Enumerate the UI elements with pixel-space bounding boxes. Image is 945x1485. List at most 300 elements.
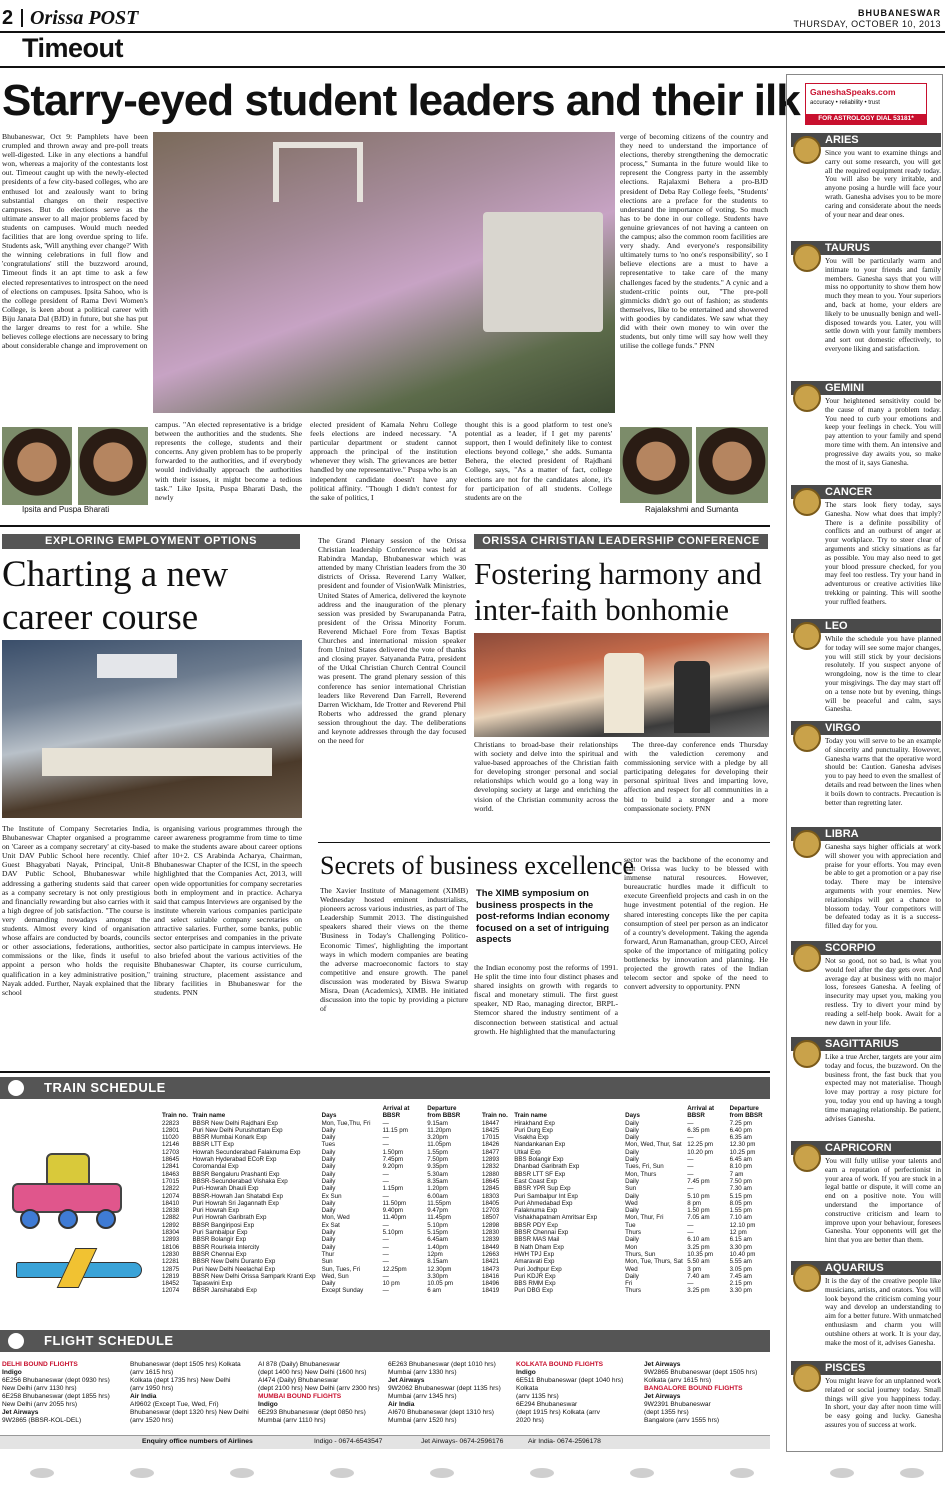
train-name: Puri Sambalpur Int Exp: [514, 1192, 578, 1200]
train-name: BBS Bolangir Exp: [514, 1156, 564, 1164]
zodiac-sign-virgo: [791, 721, 941, 823]
train-row: [480, 1222, 770, 1229]
train-row: [160, 1244, 470, 1251]
train-days: Daily: [321, 1229, 336, 1237]
zodiac-forecast: Like a true Archer, targets are your aim today and focus, the buzzword. On the business front, the fast buck that you expected may not materialise. Though love may portray a rosy picture for you, today you end up having a tough time managing relationship. Be patient, advises Ganesha.: [825, 1052, 941, 1123]
train-days: Thurs: [625, 1229, 641, 1237]
train-row: [160, 1163, 470, 1170]
train-row: [480, 1185, 770, 1192]
train-name: BBSR Chennai Exp: [192, 1250, 247, 1258]
flight-line: 2020 hrs): [516, 1417, 544, 1424]
train-days: Wed: [625, 1199, 638, 1207]
train-number: 17015: [162, 1177, 180, 1185]
train-name: BBS RMM Exp: [514, 1280, 556, 1288]
bottom-dot: [630, 1468, 654, 1478]
train-name: Hirakhand Exp: [514, 1119, 555, 1127]
train-number: 12839: [482, 1236, 500, 1244]
flight-line: (dept 1400 hrs) New Delhi (1600 hrs): [258, 1369, 367, 1376]
train-days: Daily: [321, 1126, 336, 1134]
flight-line: Bhubaneswar (dept 1320 hrs) New Delhi: [130, 1409, 249, 1416]
zodiac-name: CANCER: [791, 485, 941, 499]
astro-dial: FOR ASTROLOGY DIAL 53181*: [806, 114, 926, 124]
train-row: [480, 1266, 770, 1273]
aquarius-icon: [793, 1264, 821, 1292]
lead-photo-students: [153, 132, 615, 413]
train-name: BBSR LTT SF Exp: [514, 1170, 566, 1178]
train-row: [480, 1236, 770, 1243]
train-number: 12830: [162, 1250, 180, 1258]
train-arrival: 12.25 pm: [687, 1141, 714, 1149]
train-departure: 1.55 pm: [729, 1207, 752, 1215]
train-departure: 7.30 am: [729, 1185, 752, 1193]
col-days: Days: [625, 1112, 640, 1120]
flight-line: New Delhi (arrv 1130 hrs): [2, 1385, 77, 1392]
train-name: Puri Durg Exp: [514, 1126, 553, 1134]
photo-table: [42, 748, 272, 776]
bottom-dot: [830, 1468, 854, 1478]
train-arrival: —: [382, 1272, 389, 1280]
zodiac-name: AQUARIUS: [791, 1261, 941, 1275]
train-row: [480, 1287, 770, 1294]
train-departure: 3.05 pm: [729, 1265, 752, 1273]
train-departure: 11.55pm: [427, 1199, 451, 1207]
train-number: 18645: [482, 1177, 500, 1185]
zodiac-sign-sagittarius: [791, 1037, 941, 1137]
flight-line: 9W2062 Bhubaneswar (dept 1135 hrs): [388, 1385, 501, 1392]
train-departure: 7.45 am: [729, 1272, 752, 1280]
train-table-left: [160, 1105, 470, 1295]
train-days: Ex Sun: [321, 1192, 342, 1200]
train-number: 18473: [482, 1265, 500, 1273]
train-arrival: 5.10 pm: [687, 1192, 710, 1200]
train-row: [480, 1258, 770, 1265]
train-arrival: 12.25pm: [382, 1265, 407, 1273]
train-arrival: 8 pm: [687, 1199, 702, 1207]
christian-colleft-text: The Grand Plenary session of the Orissa Christian leadership Conference was held at Rabindra Mandap, Bhubaneswar which was attended by many Christian leaders from the 30 districts of Orissa. Reverend Larry Walker, president and founder of VisionWalk Ministries, United States of America, delivered the keynote address and the inauguration of the plenary session was presided by Swarupananda Patra, president of the Orissa Minority Forum. Reverend Michael Fore from Texas Baptist Churches and international mission speaker from United States delivered the vote of thanks and closing prayer. Satyananda Patra, president of the Utkal Christian Church Central Council was present. The grand plenary session of this conference has senior international Christian leaders like Reverend Dan Farrell, Reverend Darren Wickham, Ide Trotter and Reverend Phil Roberts who addressed the grand plenary session throughout the day. The deliberations and keynote addresses through the day focused on the need for: [318, 536, 466, 746]
col-train-no: Train no.: [482, 1112, 508, 1120]
train-arrival: —: [382, 1287, 389, 1295]
train-arrival: 7.45 pm: [687, 1177, 710, 1185]
flight-line: 6E511 Bhubaneswar (dept 1040 hrs): [516, 1377, 624, 1384]
airline-name: Jet Airways: [388, 1377, 425, 1384]
train-row: [480, 1193, 770, 1200]
train-departure: 9.35pm: [427, 1163, 448, 1171]
zodiac-forecast: Ganesha says higher officials at work will shower you with appreciation and praise for your efforts. You may even be able to get a promotion or a pay rise today. There may be intensive arguments with your enemies. New relationships will get a chance to blossom today. Your competitors will be defeated today as it is a success-filled day for you.: [825, 842, 941, 931]
train-number: 18452: [162, 1280, 180, 1288]
train-departure: 8.10 pm: [729, 1163, 752, 1171]
zodiac-sign-scorpio: [791, 941, 941, 1033]
flight-line: Kolkata: [516, 1385, 538, 1392]
train-row: [480, 1251, 770, 1258]
zodiac-forecast: Your heightened sensitivity could be the cause of many a problem today. You need to curb your emotions and keep your feelings in check. You will pay attention to your family and spend more time with them. An intensive and progressive day awaits you, so make the most of it, says Ganesha.: [825, 396, 941, 467]
train-days: Mon, Tue, Thurs, Sat: [625, 1258, 683, 1266]
train-name: Puri New Delhi Neelachal Exp: [192, 1265, 276, 1273]
train-row: [160, 1171, 470, 1178]
train-days: Mon, Tue,Thu, Fri: [321, 1119, 371, 1127]
train-name: Howrah Hyderabad ECoR Exp: [192, 1156, 277, 1164]
train-days: Daily: [321, 1243, 336, 1251]
train-name: Tapaswini Exp: [192, 1280, 233, 1288]
train-row: [480, 1163, 770, 1170]
col-arrival: Arrival at BBSR: [382, 1105, 410, 1120]
train-wheel-1: [20, 1209, 40, 1229]
train-days: Tues: [321, 1141, 336, 1149]
zodiac-sign-libra: [791, 827, 941, 937]
page-number: 2: [2, 7, 14, 29]
train-arrival: 7.05 am: [687, 1214, 710, 1222]
train-number: 18304: [162, 1229, 180, 1237]
christian-colmid-text: Christians to broad-base their relationships with society and delve into the spiritual and value-based approaches of the Christian faith for developing stronger personal and social relationships which would go a long way in developing society at large and enriching the vision of the Christian community across the world.: [474, 740, 618, 813]
train-row: [480, 1127, 770, 1134]
flight-line: Kolkata (arrv 1615 hrs): [644, 1377, 712, 1384]
train-number: 12146: [162, 1141, 180, 1149]
col-train-name: Train name: [192, 1112, 226, 1120]
christian-column-right: [624, 740, 768, 836]
train-row: [480, 1244, 770, 1251]
train-row: [160, 1280, 470, 1287]
zodiac-forecast: It is the day of the creative people like musicians, artists, and orators. You will look beyond the criticism coming your way and develop an understanding to aim for a better future. With unmatched enthusiasm and charm you will outshine others at work. It is your day, make the most of it, advises Ganesha.: [825, 1276, 941, 1347]
zodiac-sign-capricorn: [791, 1141, 941, 1257]
zodiac-forecast: You will fully utilise your talents and earn a reputation of perfectionist in your area of work. If you are stuck in a legal battle or dispute, it will come an end on a positive note. You will understand the importance of constructive criticism and learn to improve upon your behaviour, foresees Ganesha. Your opponents will get the hint that you are better than them.: [825, 1156, 941, 1245]
train-number: 12832: [482, 1163, 500, 1171]
col-train-no: Train no.: [162, 1112, 188, 1120]
train-name: BBSR Bengaluru Prashanti Exp: [192, 1170, 280, 1178]
airline-name: Jet Airways: [644, 1361, 681, 1368]
train-arrival: 11.15 pm: [382, 1126, 408, 1134]
train-departure: 8.05 pm: [729, 1199, 752, 1207]
photo-guest: [674, 661, 710, 733]
flight-line: (arrv 1520 hrs): [130, 1417, 174, 1424]
flight-column-1: [2, 1361, 127, 1425]
train-row: [480, 1207, 770, 1214]
business-col1-text: The Xavier Institute of Management (XIMB) Wednesday hosted eminent industrialists, pioneers across various industries, as part of The Leadership Summit 2013. The distinguished speakers shared their views on the theme 'Business in Today's Challenging Politico-Economic Times', highlighting the important ways in which modern companies are beating the adverse macroeconomic factors to stay competitive and ensure growth. The panel discussion was moderated by Biswa Swarup Misra, Dean (Academics), XIMB. He initiated discussion into the topic by providing a picture of: [320, 886, 468, 1014]
train-days: Mon, Thur, Fri: [625, 1214, 664, 1222]
train-days: Daily: [625, 1272, 639, 1280]
train-arrival: —: [687, 1280, 694, 1288]
zodiac-sign-pisces: [791, 1361, 941, 1447]
paper-name: Orissa POST: [30, 7, 139, 29]
train-name: BBSR Chennai Exp: [514, 1229, 569, 1237]
train-arrival: 5.50 am: [687, 1258, 710, 1266]
photo-vehicle: [483, 212, 603, 332]
train-number: 17015: [482, 1134, 500, 1142]
train-days: Mon, Wed, Thur, Sat: [625, 1141, 682, 1149]
train-name: Puri Jodhpur Exp: [514, 1265, 562, 1273]
train-departure: 7.50 pm: [729, 1177, 752, 1185]
section-title: Timeout: [22, 33, 124, 63]
lead-bottom-col2-text: campus. "An elected representative is a bridge between the authorities and the students. She represents the college, students and their concerns. Any given problem has to be properly forwarded to the authorities, and if everybody would individually approach the authorities with their issues, it might become a tedious task." Like Ipsita, Puspa Bharati Dash, the newly: [155, 420, 302, 502]
train-departure: 7.10 am: [729, 1214, 752, 1222]
train-days: Daily: [625, 1148, 639, 1156]
train-departure: 8.35am: [427, 1177, 448, 1185]
train-days: Daily: [321, 1207, 336, 1215]
train-arrival: 7.40 am: [687, 1272, 710, 1280]
astro-brand: GaneshaSpeaks.com: [810, 87, 896, 97]
train-departure: 10.05 pm: [427, 1280, 454, 1288]
bottom-dot: [430, 1468, 454, 1478]
airline-name: Jet Airways: [644, 1393, 681, 1400]
train-row: [160, 1185, 470, 1192]
train-illustration: [6, 1153, 126, 1233]
train-departure: 1.55pm: [427, 1148, 448, 1156]
train-name: Dhanbad Garibrath Exp: [514, 1163, 580, 1171]
lead-column-right: [620, 132, 768, 418]
train-name: Vishakhapatnam Amritsar Exp: [514, 1214, 598, 1222]
train-number: 12841: [162, 1163, 180, 1171]
train-days: Thurs, Sun: [625, 1250, 656, 1258]
train-arrival: —: [687, 1156, 694, 1164]
train-name: BBSR-Secunderabad Vishaka Exp: [192, 1177, 288, 1185]
train-departure: 3.20pm: [427, 1134, 448, 1142]
flight-line: 9W2865 (BBSR-KOL-DEL): [2, 1417, 82, 1424]
train-departure: 7.50pm: [427, 1156, 448, 1164]
train-arrival: 5.10pm: [382, 1229, 404, 1237]
train-name: BBSR Janshatabdi Exp: [192, 1287, 257, 1295]
flight-line: (arrv 1135 hrs): [516, 1393, 559, 1400]
train-days: Thurs: [625, 1287, 641, 1295]
train-name: Nandankanan Exp: [514, 1141, 566, 1149]
train-arrival: 10.35 pm: [687, 1250, 714, 1258]
zodiac-forecast: You might leave for an unplanned work related or social journey today. Small things will give you happiness today. In short, your day after noon time will be easy going and lucky. Ganesha assures you of success at work.: [825, 1376, 941, 1429]
train-number: 12875: [162, 1265, 180, 1273]
flight-line: Mumbai (arrv 1520 hrs): [388, 1417, 457, 1424]
train-table-left-body: [160, 1120, 470, 1295]
flight-column-6: [644, 1361, 769, 1425]
astro-ad: [805, 83, 927, 125]
train-number: 18416: [482, 1272, 500, 1280]
train-departure: 8.15am: [427, 1258, 448, 1266]
col-departure: Departure from BBSR: [729, 1105, 763, 1120]
mid-rule: [318, 842, 770, 843]
train-name: BBSR LTT Exp: [192, 1141, 234, 1149]
christian-headline: Fostering harmony and inter-faith bonhomie: [474, 556, 762, 627]
zodiac-name: SCORPIO: [791, 941, 941, 955]
photo-banner: [97, 654, 177, 678]
business-column-3: [624, 855, 768, 1063]
flight-line: AI670 Bhubaneswar (dept 1310 hrs): [388, 1409, 494, 1416]
career-column-1: [2, 824, 150, 1060]
photo-sumanta: [696, 427, 768, 503]
christian-colright-text: The three-day conference ends Thursday with the valediction ceremony and commissioning service with a pledge by all participating delegates for developing their personal spiritual lives and imparting love, affection and respect for all communities in a bid to build a stronger and a more compassionate society. PNN: [624, 740, 768, 813]
bottom-dot: [900, 1468, 924, 1478]
career-col2-text: is organising various programmes through the career awareness programme from time to time to make the students aware about career options after 10+2. CS Arabinda Acharya, Chairman, Bhubaneswar Chapter of the ICSI, in the speech highlighted that the Companies Act, 2013, will open wide opportunities for company secretaries both in employment and in practice. Acharya said that campus Interviews are organised by the institute wherein various companies participate and select suitable company secretaries on attractive salaries. Further, some banks, public sector enterprises and companies in the private sector also participate in campus interviews. He also briefed about the various activities of the Bhubaneswar Chapter, its course curriculum, training structure, placement assistance and library facilities in Bhubaneswar for the students. PNN: [154, 824, 302, 997]
zodiac-name: LIBRA: [791, 827, 941, 841]
train-name: Puri KDJR Exp: [514, 1272, 556, 1280]
train-name: Puri New Delhi Purushottam Exp: [192, 1126, 283, 1134]
leo-icon: [793, 622, 821, 650]
enquiry-airindia: Air India- 0674-2596178: [528, 1438, 601, 1445]
airline-name: Indigo: [516, 1369, 536, 1376]
flight-line: Bhubaneswar (dept 1505 hrs) Kolkata: [130, 1361, 241, 1368]
train-departure: 1.20pm: [427, 1185, 448, 1193]
train-arrival: —: [687, 1221, 694, 1229]
train-row: [480, 1149, 770, 1156]
train-arrival: —: [382, 1119, 389, 1127]
train-arrival: —: [687, 1119, 694, 1127]
bottom-dot: [230, 1468, 254, 1478]
train-number: 12663: [482, 1250, 500, 1258]
train-departure: 12 pm: [729, 1229, 747, 1237]
train-name: Coromandal Exp: [192, 1163, 239, 1171]
bottom-dot: [330, 1468, 354, 1478]
train-name: Puri Howrah Exp: [192, 1207, 239, 1215]
train-number: 12898: [482, 1221, 500, 1229]
zodiac-name: CAPRICORN: [791, 1141, 941, 1155]
train-number: 18507: [482, 1214, 500, 1222]
career-headline: Charting a new career course: [2, 554, 229, 638]
train-name: BBSR Bangiriposi Exp: [192, 1221, 255, 1229]
train-arrival: 1.50 pm: [687, 1207, 710, 1215]
train-arrival: —: [687, 1134, 694, 1142]
train-arrival: 3.25 pm: [687, 1243, 710, 1251]
train-name: Puri Sambalpur Exp: [192, 1229, 248, 1237]
flight-line: 6E293 Bhubaneswar (dept 0850 hrs): [258, 1409, 366, 1416]
train-number: 18477: [482, 1148, 500, 1156]
train-days: Daily: [625, 1134, 639, 1142]
train-row: [160, 1134, 470, 1141]
train-departure: 6.15 am: [729, 1236, 752, 1244]
pisces-icon: [793, 1364, 821, 1392]
train-departure: 6.40 pm: [729, 1126, 752, 1134]
train-days: Daily: [321, 1134, 336, 1142]
train-departure: 3.30 pm: [729, 1287, 752, 1295]
plane-illustration: [6, 1248, 146, 1288]
train-departure: 7 am: [729, 1170, 744, 1178]
train-number: 18106: [162, 1243, 180, 1251]
gemini-icon: [793, 384, 821, 412]
train-name: Amaravati Exp: [514, 1258, 555, 1266]
train-row: [160, 1214, 470, 1221]
train-number: 18447: [482, 1119, 500, 1127]
lead-col1-text: Bhubaneswar, Oct 9: Pamphlets have been crumpled and thrown away and pre-poll treats well-digested. Like in any elections a handful won, whereas a majority of the contestants lost out. Timeout caught up with the newly-elected presidents of a few city-based colleges, who are enthused lot and zealously want to bring substantial changes on their respective campuses. But do elections serve as the ultimate answer to all major problems faced by students on campuses. Would much needed facilities that are long overdue spring to life. Students ask, 'Will anything ever change?' With the winning celebrations in full flow and 'congratulations' still the buzzword around, Timeout finds it an apt time to ask a few elected representatives to introspect on the need of elections on campuses. Ipsita Sahoo, who is the college president of Rama Devi Women's College, is keen about a political career with Biju Janata Dal (BJD) in future, but she has put the larger dreams to rest for a while. She believes college elections are necessary to bring about considerable change and improvement on: [2, 132, 148, 351]
train-name: BBSR PDY Exp: [514, 1221, 558, 1229]
flight-line: Kolkata (dept 1735 hrs) New Delhi: [130, 1377, 231, 1384]
train-departure: 6.45 am: [729, 1156, 752, 1164]
flight-route-heading: KOLKATA BOUND FLIGHTS: [516, 1361, 604, 1368]
bottom-dot: [130, 1468, 154, 1478]
train-departure: 3.30 pm: [729, 1243, 752, 1251]
train-departure: 10.25 pm: [729, 1148, 756, 1156]
train-number: 12838: [162, 1207, 180, 1215]
train-name: Puri Howrah Garibrath Exp: [192, 1214, 267, 1222]
train-table-right: [480, 1105, 770, 1295]
photo-puspa: [78, 427, 148, 505]
train-row: [160, 1193, 470, 1200]
caption-right: Rajalakshmi and Sumanta: [645, 505, 739, 514]
train-departure: 12.30pm: [427, 1265, 452, 1273]
section-rule: [0, 66, 945, 68]
train-name: BBSR Mumbai Konark Exp: [192, 1134, 267, 1142]
train-arrival: —: [382, 1250, 389, 1258]
train-number: 12281: [162, 1258, 180, 1266]
train-row: [160, 1200, 470, 1207]
sagittarius-icon: [793, 1040, 821, 1068]
train-row: [160, 1258, 470, 1265]
train-arrival: 3 pm: [687, 1265, 702, 1273]
zodiac-forecast: Since you want to examine things and carry out some research, you will get all the required equipment ready today. You will also be very irritable, and anyone posing a hurdle will face your wrath. Ganesha advises you to be more caring and considerate about the needs of your near and dear ones.: [825, 148, 941, 219]
train-number: 12882: [162, 1214, 180, 1222]
train-arrival: 6.10 am: [687, 1236, 710, 1244]
train-arrival: —: [382, 1258, 389, 1266]
zodiac-sign-cancer: [791, 485, 941, 615]
enquiry-label: Enquiry office numbers of Airlines: [142, 1438, 253, 1445]
photo-gate: [273, 142, 363, 202]
aries-icon: [793, 136, 821, 164]
train-row: [480, 1141, 770, 1148]
train-days: Except Sunday: [321, 1287, 364, 1295]
train-arrival: —: [382, 1177, 389, 1185]
train-schedule-panel: [0, 1071, 770, 1327]
train-number: 18421: [482, 1258, 500, 1266]
zodiac-name: GEMINI: [791, 381, 941, 395]
lead-bottom-col-3: [310, 420, 457, 515]
train-arrival: —: [687, 1170, 694, 1178]
train-departure: 5.10pm: [427, 1221, 448, 1229]
train-arrival: —: [687, 1229, 694, 1237]
train-row: [160, 1287, 470, 1294]
flight-column-3: [258, 1361, 386, 1425]
zodiac-name: LEO: [791, 619, 941, 633]
train-days: Daily: [321, 1177, 336, 1185]
train-wheel-2: [58, 1209, 78, 1229]
flight-line: (dept 1355 hrs): [644, 1409, 689, 1416]
zodiac-name: VIRGO: [791, 721, 941, 735]
enquiry-jet: Jet Airways- 0674-2596176: [421, 1438, 504, 1445]
train-days: Tues, Fri, Sun: [625, 1163, 664, 1171]
scorpio-icon: [793, 944, 821, 972]
train-name: East Coast Exp: [514, 1177, 557, 1185]
col-train-name: Train name: [514, 1112, 547, 1120]
flight-line: (dept 2100 hrs) New Delhi (arrv 2300 hrs): [258, 1385, 380, 1392]
train-days: Mon: [625, 1243, 638, 1251]
lead-column-1: [2, 132, 148, 418]
train-row: [160, 1222, 470, 1229]
train-row: [160, 1229, 470, 1236]
train-days: Wed, Sun: [321, 1272, 349, 1280]
train-days: Wed: [625, 1265, 638, 1273]
flight-line: 6E256 Bhubaneswar (dept 0930 hrs): [2, 1377, 110, 1384]
bottom-dot: [730, 1468, 754, 1478]
flight-column-4: [388, 1361, 513, 1425]
train-number: 18425: [482, 1126, 500, 1134]
lead-bottom-col4-text: thought this is a good platform to test one's potential as a leader, if I get my parents' support, then I would definitely like to contest elections beyond college," she adds. Sumanta Behera, the elected president of Rajdhani College, says, "As a matter of fact, college elections are not for the candidates alone, it's for participation of all students. College students are on the: [465, 420, 612, 502]
train-number: 12880: [482, 1170, 500, 1178]
train-days: Daily: [321, 1148, 336, 1156]
train-departure: 9.15am: [427, 1119, 448, 1127]
city-label: BHUBANESWAR: [858, 8, 941, 18]
flight-line: Mumbai (arrv 1345 hrs): [388, 1393, 457, 1400]
train-arrival: —: [382, 1221, 389, 1229]
train-arrival: 10 pm: [382, 1280, 400, 1288]
christian-photo: [474, 633, 769, 737]
airline-name: Air India: [130, 1393, 157, 1400]
train-departure: 5.30am: [427, 1170, 448, 1178]
train-departure: 11.05pm: [427, 1141, 451, 1149]
flight-line: (arrv 1615 hrs): [130, 1369, 174, 1376]
train-name: BBSR YPR Sup Exp: [514, 1185, 571, 1193]
train-number: 12892: [162, 1221, 180, 1229]
train-departure: 11.45pm: [427, 1214, 451, 1222]
train-row: [160, 1141, 470, 1148]
train-days: Ex Sat: [321, 1221, 340, 1229]
train-row: [480, 1178, 770, 1185]
train-departure: 5.55 am: [729, 1258, 752, 1266]
col-arrival: Arrival at BBSR: [687, 1105, 715, 1120]
zodiac-forecast: The stars look fiery today, says Ganesha. Now what does that imply? There is a definite possibility of conflicts and an outburst of anger at your workplace. Try to steer clear of arguments and sticky situations as far as possible. You may also need to get your blood pressure checked, for you may feel too restless. Try your hand in adventurous or creative activities like trekking or painting. This will soothe your ruffled feathers.: [825, 500, 941, 606]
train-departure: 11.20pm: [427, 1126, 451, 1134]
business-col3-text: sector was the backbone of the economy and that Orissa was lucky to be blessed with immense natural resources. However, bureaucratic hurdles made it difficult to execute Greenfield projects and cash in on the huge investment potential of the region. He shared interesting concepts like the per capita consumption of steel per person as an indicator of a country's development. Taking the agenda forward, Arun Ramanathan, group CEO, Aircel spoke of the importance of mitigating policy bottlenecks by innovation and planning. He projected the growth rates of the Indian telecom sector and spoke of the need to convert adversity to opportunity. PNN: [624, 855, 768, 992]
train-days: Daily: [321, 1185, 336, 1193]
